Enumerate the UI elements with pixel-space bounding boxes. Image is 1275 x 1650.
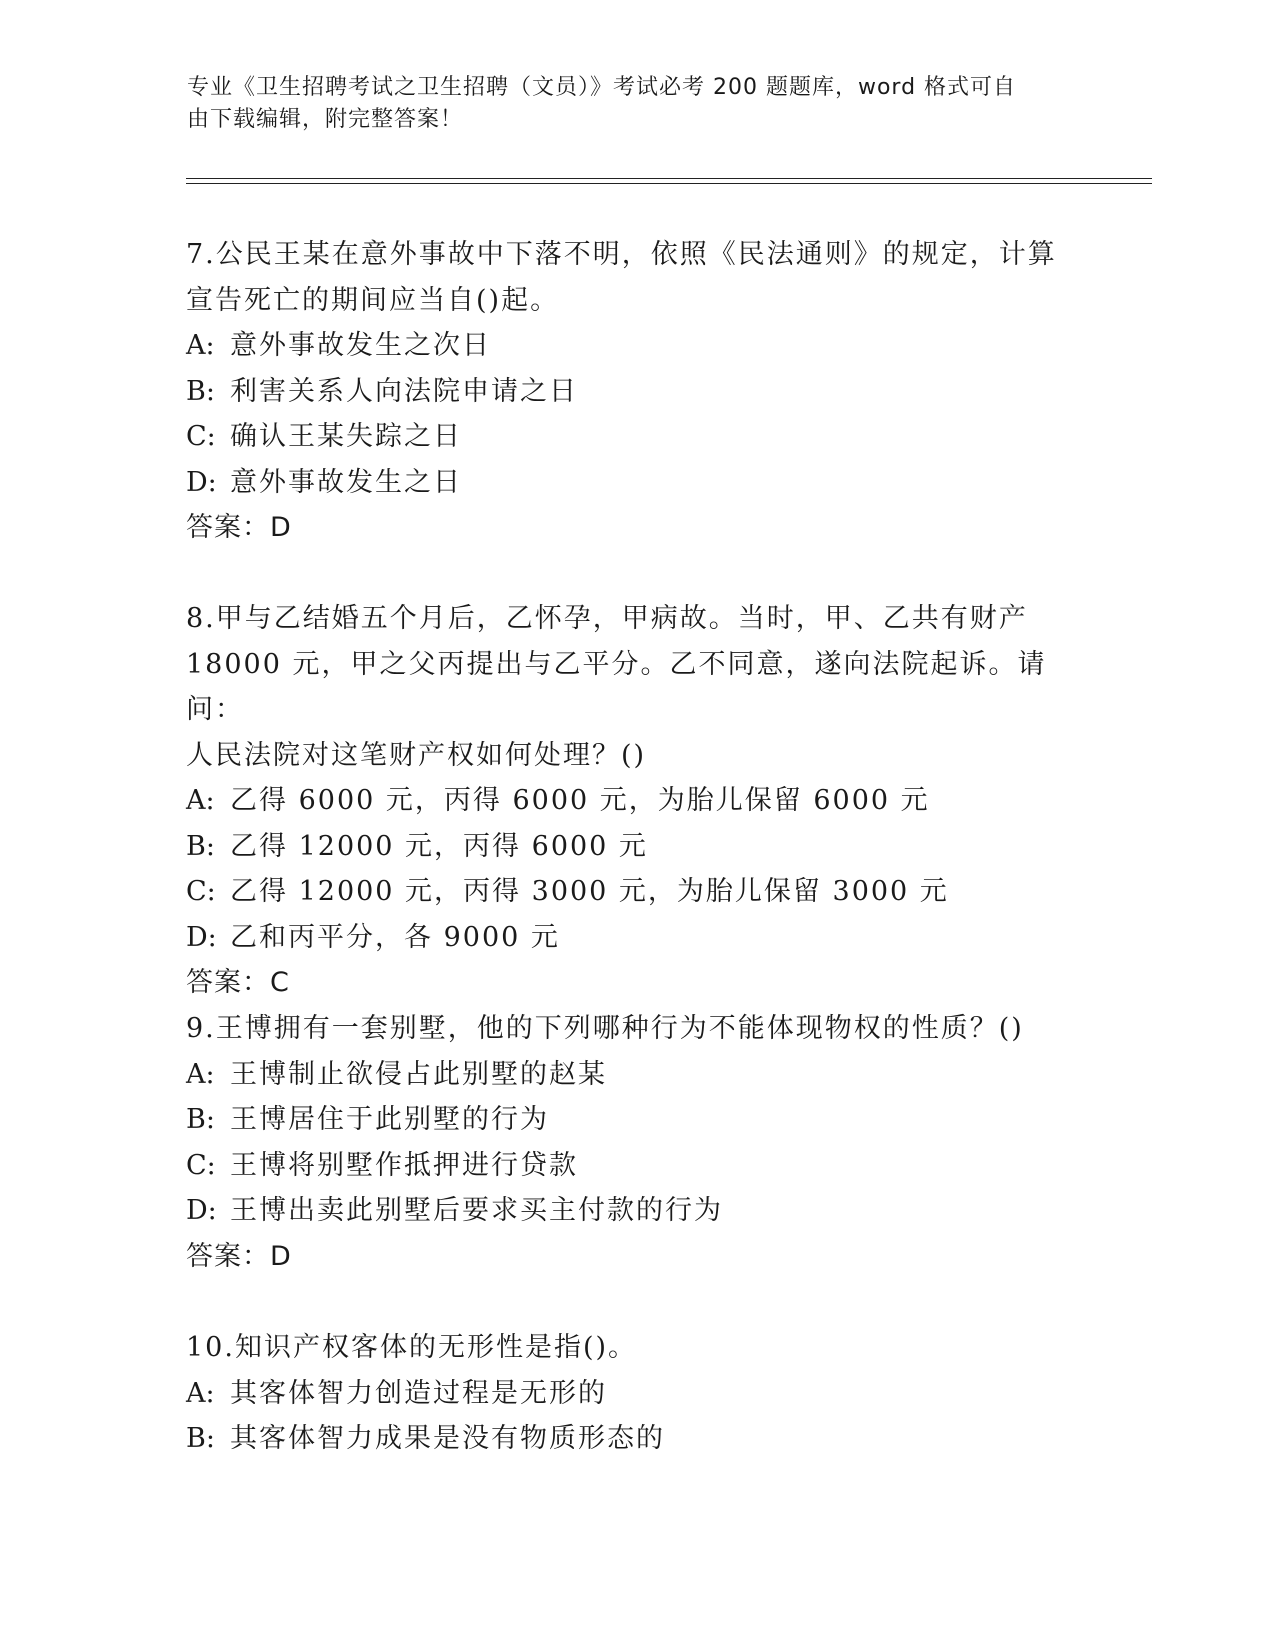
option-c xyxy=(186,414,1086,460)
question-stem: 10.知识产权客体的无形性是指()。 xyxy=(186,1332,638,1363)
option-key: B: xyxy=(186,1104,215,1135)
option-a xyxy=(186,778,1086,824)
option-text: 其客体智力创造过程是无形的 xyxy=(230,1377,607,1409)
option-text: 意外事故发生之次日 xyxy=(230,330,491,361)
question-stem: 8.甲与乙结婚五个月后，乙怀孕，甲病故。当时，甲、乙共有财产 xyxy=(186,603,1028,634)
option-text: 乙和丙平分，各 9000 元 xyxy=(230,921,560,953)
option-key: D: xyxy=(186,921,217,953)
option-text: 王博将别墅作抵押进行贷款 xyxy=(230,1149,578,1181)
option-key: A: xyxy=(186,1377,215,1409)
question-10 xyxy=(186,1325,1086,1462)
option-key: C: xyxy=(186,421,216,452)
option-key: C: xyxy=(186,1149,216,1181)
header-divider-bottom xyxy=(186,183,1152,184)
option-a xyxy=(186,1052,1086,1098)
option-a xyxy=(186,323,1086,369)
option-b xyxy=(186,1416,1086,1462)
question-stem: 18000 元，甲之父丙提出与乙平分。乙不同意，遂向法院起诉。请问： xyxy=(186,648,1047,725)
option-key: B: xyxy=(186,375,215,407)
option-text: 确认王某失踪之日 xyxy=(230,421,462,452)
header-line-2: 由下载编辑，附完整答案！ xyxy=(187,107,464,132)
option-c xyxy=(186,869,1086,915)
header-line-1: 专业《卫生招聘考试之卫生招聘（文员）》考试必考 200 题题库，word 格式可自 xyxy=(187,75,1017,100)
option-c xyxy=(186,1143,1086,1189)
option-b xyxy=(186,824,1086,870)
option-key: D: xyxy=(186,1195,217,1226)
option-text: 其客体智力成果是没有物质形态的 xyxy=(230,1423,665,1454)
option-d xyxy=(186,1188,1086,1234)
option-d xyxy=(186,915,1086,961)
header-divider-top xyxy=(186,178,1152,179)
option-key: A: xyxy=(186,1058,215,1090)
option-text: 乙得 6000 元，丙得 6000 元，为胎儿保留 6000 元 xyxy=(230,785,930,816)
option-text: 利害关系人向法院申请之日 xyxy=(230,375,578,407)
answer-label: 答案：D xyxy=(186,512,292,543)
question-stem: 7.公民王某在意外事故中下落不明，依照《民法通则》的规定，计算 xyxy=(186,239,1057,270)
option-key: A: xyxy=(186,785,215,816)
option-b xyxy=(186,369,1086,415)
option-text: 意外事故发生之日 xyxy=(230,466,462,498)
option-key: C: xyxy=(186,876,216,907)
answer-label: 答案：C xyxy=(186,967,290,998)
option-key: B: xyxy=(186,1423,215,1454)
option-text: 王博出卖此别墅后要求买主付款的行为 xyxy=(230,1195,723,1226)
question-stem: 人民法院对这笔财产权如何处理？() xyxy=(186,739,647,771)
option-key: B: xyxy=(186,830,215,862)
question-stem: 9.王博拥有一套别墅，他的下列哪种行为不能体现物权的性质？() xyxy=(186,1013,1024,1044)
answer-label: 答案：D xyxy=(186,1240,292,1272)
option-text: 王博居住于此别墅的行为 xyxy=(230,1104,549,1135)
question-8 xyxy=(186,596,1086,1006)
option-key: D: xyxy=(186,466,217,498)
question-7 xyxy=(186,232,1086,551)
question-9 xyxy=(186,1006,1086,1279)
option-key: A: xyxy=(186,330,215,361)
option-text: 乙得 12000 元，丙得 6000 元 xyxy=(230,830,648,862)
question-stem: 宣告死亡的期间应当自()起。 xyxy=(186,284,560,316)
option-b xyxy=(186,1097,1086,1143)
option-a xyxy=(186,1371,1086,1417)
option-text: 王博制止欲侵占此别墅的赵某 xyxy=(230,1058,607,1090)
option-text: 乙得 12000 元，丙得 3000 元，为胎儿保留 3000 元 xyxy=(230,876,949,907)
option-d xyxy=(186,460,1086,506)
document-header xyxy=(187,72,1067,136)
